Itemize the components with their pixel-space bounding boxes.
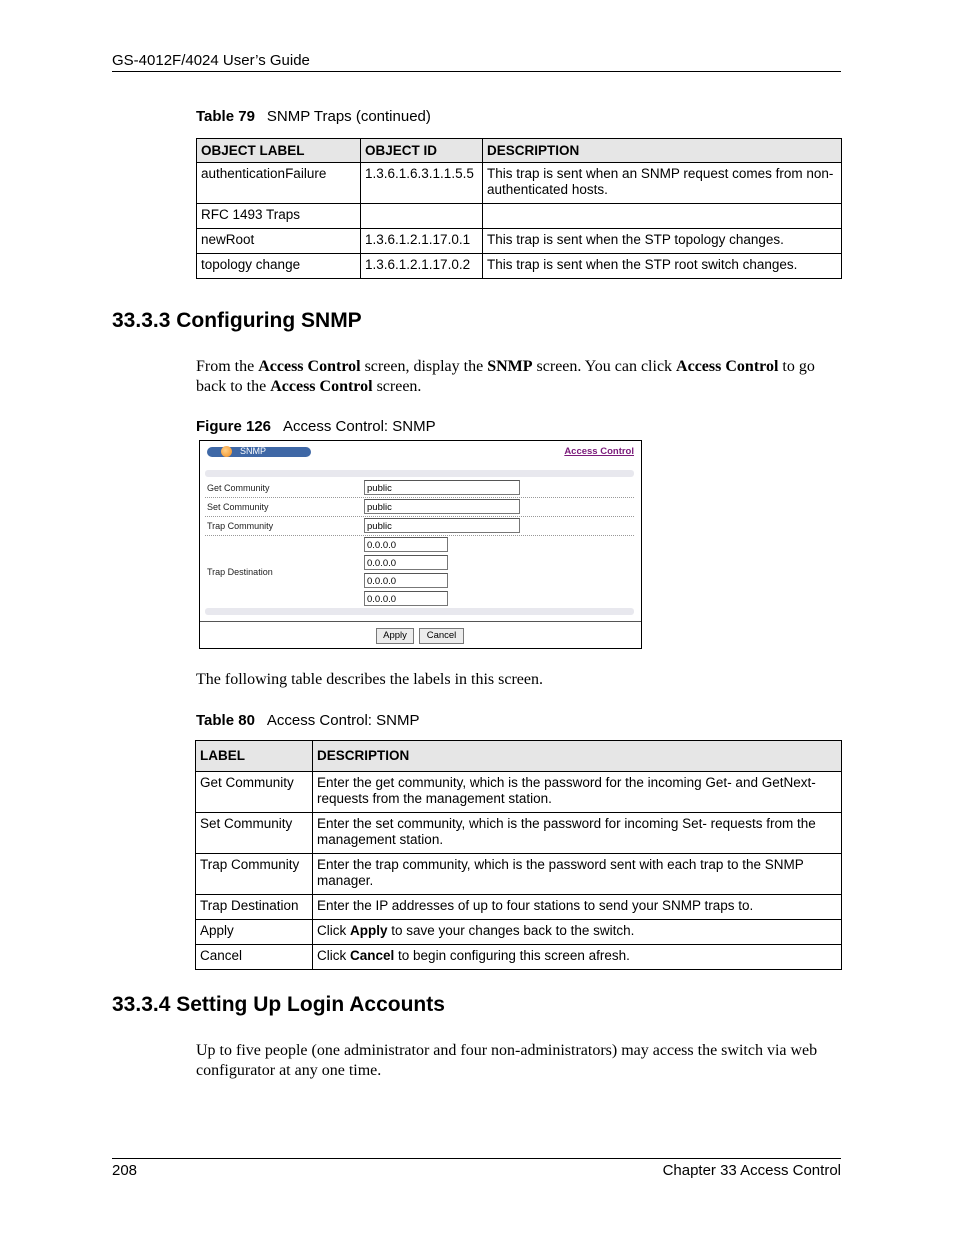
intro-paragraph bbox=[196, 357, 841, 397]
table80-cell: Cancel bbox=[196, 945, 313, 970]
table79-cell: 1.3.6.1.2.1.17.0.1 bbox=[361, 229, 483, 254]
para-text: screen. You can click bbox=[532, 358, 677, 375]
para-bold: Access Control bbox=[270, 378, 373, 395]
snmp-title-text: SNMP bbox=[240, 446, 267, 456]
button-bar-rule bbox=[200, 621, 641, 622]
apply-button[interactable]: Apply bbox=[376, 628, 414, 644]
trap-community-input[interactable]: public bbox=[364, 518, 520, 533]
table79-header-cell: OBJECT LABEL bbox=[197, 139, 361, 163]
table79-cell: authenticationFailure bbox=[197, 163, 361, 204]
table80-cell bbox=[313, 945, 842, 970]
table79-cell: This trap is sent when an SNMP request comes from non-authenticated hosts. bbox=[483, 163, 842, 204]
set-community-label: Set Community bbox=[207, 502, 269, 512]
table79-cell bbox=[483, 204, 842, 229]
table80-cell: Apply bbox=[196, 920, 313, 945]
trap-destination-label: Trap Destination bbox=[207, 567, 273, 577]
para-bold: Access Control bbox=[258, 358, 361, 375]
para-text: From the bbox=[196, 358, 259, 375]
table80-caption-text: Access Control: SNMP bbox=[266, 712, 420, 729]
row-divider bbox=[205, 516, 634, 517]
table-row bbox=[197, 163, 842, 204]
table-row bbox=[196, 895, 842, 920]
table79-cell: 1.3.6.1.2.1.17.0.2 bbox=[361, 254, 483, 279]
running-header: GS-4012F/4024 User’s Guide bbox=[112, 52, 310, 69]
section-heading-configuring-snmp: 33.3.3 Configuring SNMP bbox=[112, 309, 362, 332]
table-row bbox=[197, 254, 842, 279]
row-divider bbox=[205, 497, 634, 498]
table80-cell: Trap Destination bbox=[196, 895, 313, 920]
figure126-caption-label: Figure 126 bbox=[196, 418, 272, 435]
section-heading-login-accounts: 33.3.4 Setting Up Login Accounts bbox=[112, 993, 445, 1016]
cell-bold: Apply bbox=[350, 923, 388, 938]
table80-caption-label: Table 80 bbox=[196, 712, 255, 729]
table80-caption bbox=[196, 712, 419, 729]
table80-cell: Set Community bbox=[196, 813, 313, 854]
trap-destination-input-1[interactable]: 0.0.0.0 bbox=[364, 537, 448, 552]
table79-caption-label: Table 79 bbox=[196, 108, 255, 125]
get-community-input[interactable]: public bbox=[364, 480, 520, 495]
table-row bbox=[197, 229, 842, 254]
snmp-title-bar bbox=[207, 447, 311, 457]
set-community-input[interactable]: public bbox=[364, 499, 520, 514]
cancel-button[interactable]: Cancel bbox=[419, 628, 464, 644]
cell-text: Click bbox=[317, 948, 350, 963]
top-band bbox=[205, 470, 634, 477]
table80-header-cell: DESCRIPTION bbox=[313, 741, 842, 772]
cell-text: to save your changes back to the switch. bbox=[387, 923, 635, 938]
trap-destination-input-4[interactable]: 0.0.0.0 bbox=[364, 591, 448, 606]
table79-cell: topology change bbox=[197, 254, 361, 279]
para-text: to go back to the bbox=[196, 358, 815, 395]
table79-caption bbox=[196, 108, 431, 125]
table79-caption-text: SNMP Traps (continued) bbox=[266, 108, 431, 125]
table80-cell: Enter the get community, which is the password for the incoming Get- and GetNext- requests from the management station. bbox=[313, 772, 842, 813]
snmp-title-icon bbox=[221, 446, 232, 457]
table80-cell: Trap Community bbox=[196, 854, 313, 895]
chapter-title: Chapter 33 Access Control bbox=[662, 1162, 841, 1179]
table79-cell: This trap is sent when the STP topology changes. bbox=[483, 229, 842, 254]
table80-cell: Get Community bbox=[196, 772, 313, 813]
table-row bbox=[197, 204, 842, 229]
snmp-screen bbox=[199, 440, 642, 649]
figure126-caption-text: Access Control: SNMP bbox=[283, 418, 436, 435]
table-intro-text: The following table describes the labels in this screen. bbox=[196, 671, 544, 688]
para-text: screen, display the bbox=[360, 358, 488, 375]
page-number: 208 bbox=[112, 1162, 138, 1179]
cell-text: to begin configuring this screen afresh. bbox=[394, 948, 630, 963]
table79-cell: RFC 1493 Traps bbox=[197, 204, 361, 229]
table80-cell bbox=[313, 920, 842, 945]
para-bold: Access Control bbox=[676, 358, 779, 375]
table80-cell: Enter the trap community, which is the password sent with each trap to the SNMP manager. bbox=[313, 854, 842, 895]
table79-header-cell: OBJECT ID bbox=[361, 139, 483, 163]
bottom-band bbox=[205, 608, 634, 615]
table79 bbox=[196, 138, 842, 279]
table-row bbox=[196, 854, 842, 895]
table80-cell: Enter the set community, which is the password for incoming Set- requests from the management station. bbox=[313, 813, 842, 854]
get-community-label: Get Community bbox=[207, 483, 270, 493]
trap-destination-input-2[interactable]: 0.0.0.0 bbox=[364, 555, 448, 570]
table79-cell bbox=[361, 204, 483, 229]
trap-community-label: Trap Community bbox=[207, 521, 274, 531]
access-control-link[interactable]: Access Control bbox=[564, 446, 634, 457]
table80-header-row bbox=[196, 741, 842, 772]
cell-bold: Cancel bbox=[350, 948, 395, 963]
table79-cell: This trap is sent when the STP root switch changes. bbox=[483, 254, 842, 279]
table-row bbox=[196, 920, 842, 945]
table-row bbox=[196, 813, 842, 854]
table80-header-cell: LABEL bbox=[196, 741, 313, 772]
table79-cell: 1.3.6.1.6.3.1.1.5.5 bbox=[361, 163, 483, 204]
trap-destination-input-3[interactable]: 0.0.0.0 bbox=[364, 573, 448, 588]
row-divider bbox=[205, 535, 634, 536]
para-bold: SNMP bbox=[487, 358, 533, 375]
table-row bbox=[196, 945, 842, 970]
table79-header-cell: DESCRIPTION bbox=[483, 139, 842, 163]
table79-header-row bbox=[197, 139, 842, 163]
table80-cell: Enter the IP addresses of up to four stations to send your SNMP traps to. bbox=[313, 895, 842, 920]
table79-cell: newRoot bbox=[197, 229, 361, 254]
table-row bbox=[196, 772, 842, 813]
para-text: screen. bbox=[372, 378, 422, 395]
header-rule bbox=[112, 71, 841, 72]
figure126-caption bbox=[196, 418, 436, 435]
cell-text: Click bbox=[317, 923, 350, 938]
table80 bbox=[195, 740, 842, 970]
footer-rule bbox=[112, 1158, 841, 1159]
login-paragraph: Up to five people (one administrator and four non-administrators) may access the switch via web configurator at any one time. bbox=[196, 1042, 818, 1079]
